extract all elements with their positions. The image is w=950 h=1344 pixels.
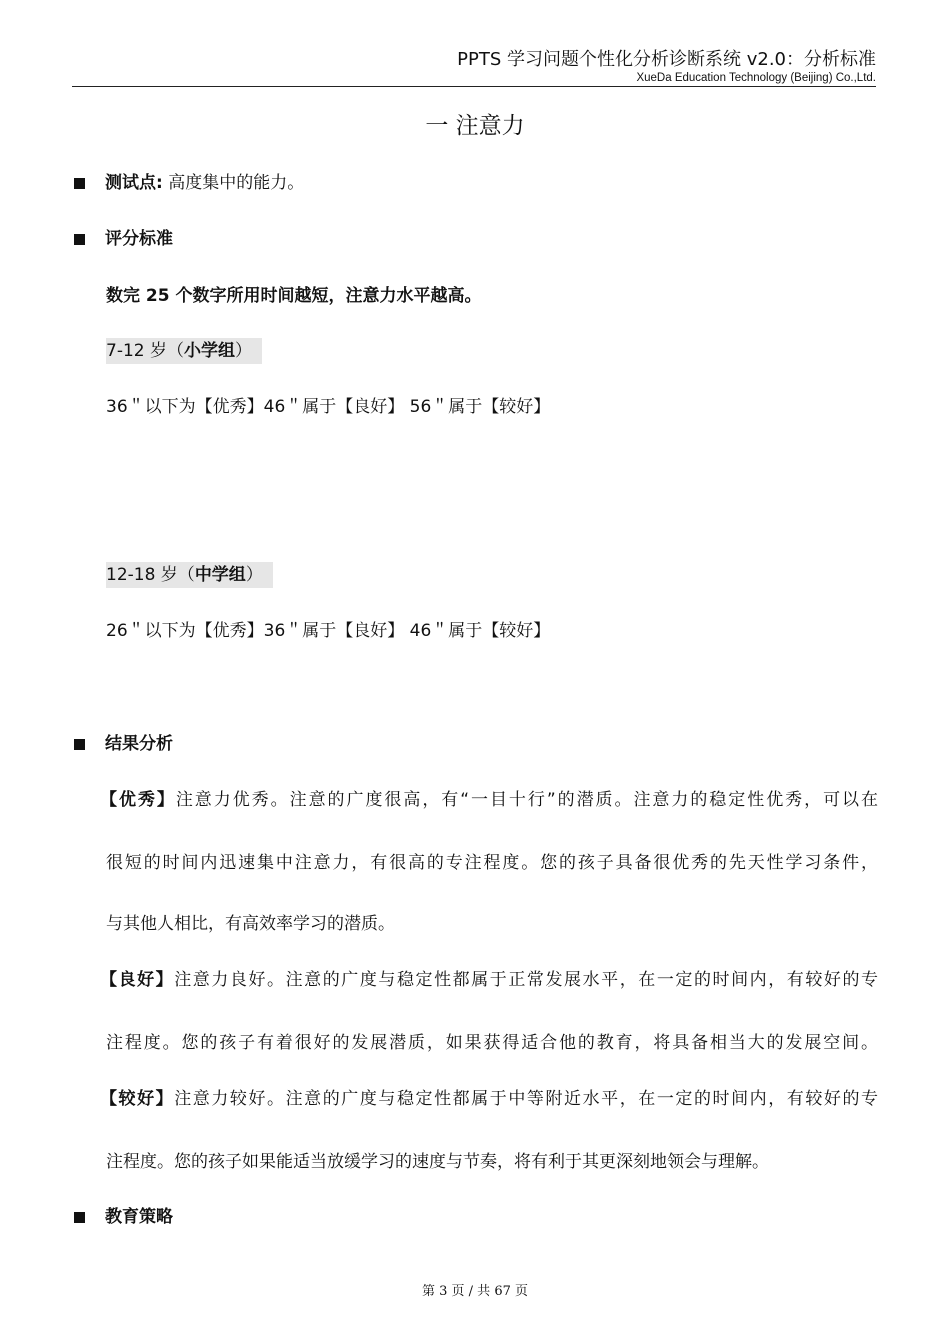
scoring-rule: 数完 25 个数字所用时间越短，注意力水平越高。: [106, 286, 482, 306]
group-close: ）: [245, 565, 263, 585]
header-title: PPTS 学习问题个性化分析诊断系统 v2.0：分析标准: [457, 49, 876, 70]
scoring-heading: 评分标准: [105, 229, 173, 249]
header-divider: [72, 86, 876, 87]
test-point-text: 高度集中的能力。: [168, 173, 305, 193]
bullet-square-icon: [74, 234, 85, 245]
strategy-heading-row: [74, 1204, 173, 1230]
bullet-square-icon: [74, 178, 85, 189]
group-name: 小学组: [184, 341, 235, 361]
strategy-heading: 教育策略: [105, 1207, 173, 1227]
bullet-square-icon: [74, 1212, 85, 1223]
group-thresholds-primary: 36＂以下为【优秀】46＂属于【良好】 56＂属于【较好】: [106, 397, 551, 417]
analysis-heading-row: [74, 731, 173, 757]
group-label-secondary: [106, 562, 273, 588]
analysis-fair-line: 注程度。您的孩子如果能适当放缓学习的速度与节奏，将有利于其更深刻地领会与理解。: [106, 1152, 769, 1172]
analysis-excellent-line: 【优秀】注意力优秀。注意的广度很高，有“一目十行”的潜质。注意力的稳定性优秀，可以在: [100, 790, 878, 810]
analysis-heading: 结果分析: [105, 734, 173, 754]
analysis-good-line: 注程度。您的孩子有着很好的发展潜质，如果获得适合他的教育，将具备相当大的发展空间。: [106, 1033, 878, 1053]
analysis-fair-line: 【较好】注意力较好。注意的广度与稳定性都属于中等附近水平，在一定的时间内，有较好的专: [100, 1089, 879, 1109]
group-age: 12-18 岁（: [106, 565, 195, 585]
group-thresholds-secondary: 26＂以下为【优秀】36＂属于【良好】 46＂属于【较好】: [106, 621, 551, 641]
bullet-square-icon: [74, 739, 85, 750]
scoring-heading-row: [74, 226, 173, 252]
page-number: 第 3 页 / 共 67 页: [422, 1284, 528, 1299]
analysis-tag-fair: 【较好】: [100, 1089, 175, 1109]
group-age: 7-12 岁（: [106, 341, 184, 361]
group-label-primary: [106, 338, 262, 364]
analysis-good-line: 【良好】注意力良好。注意的广度与稳定性都属于正常发展水平，在一定的时间内，有较好的专: [100, 970, 879, 990]
header-company: XueDa Education Technology (Beijing) Co.,Ltd.: [636, 72, 876, 84]
group-name: 中学组: [194, 565, 246, 585]
analysis-excellent-line: 很短的时间内迅速集中注意力，有很高的专注程度。您的孩子具备很优秀的先天性学习条件，: [106, 853, 878, 873]
analysis-tag-good: 【良好】: [100, 970, 175, 990]
test-point-label: 测试点:: [105, 173, 163, 193]
analysis-excellent-line: 与其他人相比，有高效率学习的潜质。: [106, 914, 395, 934]
analysis-tag-excellent: 【优秀】: [100, 790, 176, 810]
test-point-row: [74, 170, 304, 196]
chapter-title: 一 注意力: [425, 113, 525, 139]
group-close: ）: [235, 341, 252, 361]
